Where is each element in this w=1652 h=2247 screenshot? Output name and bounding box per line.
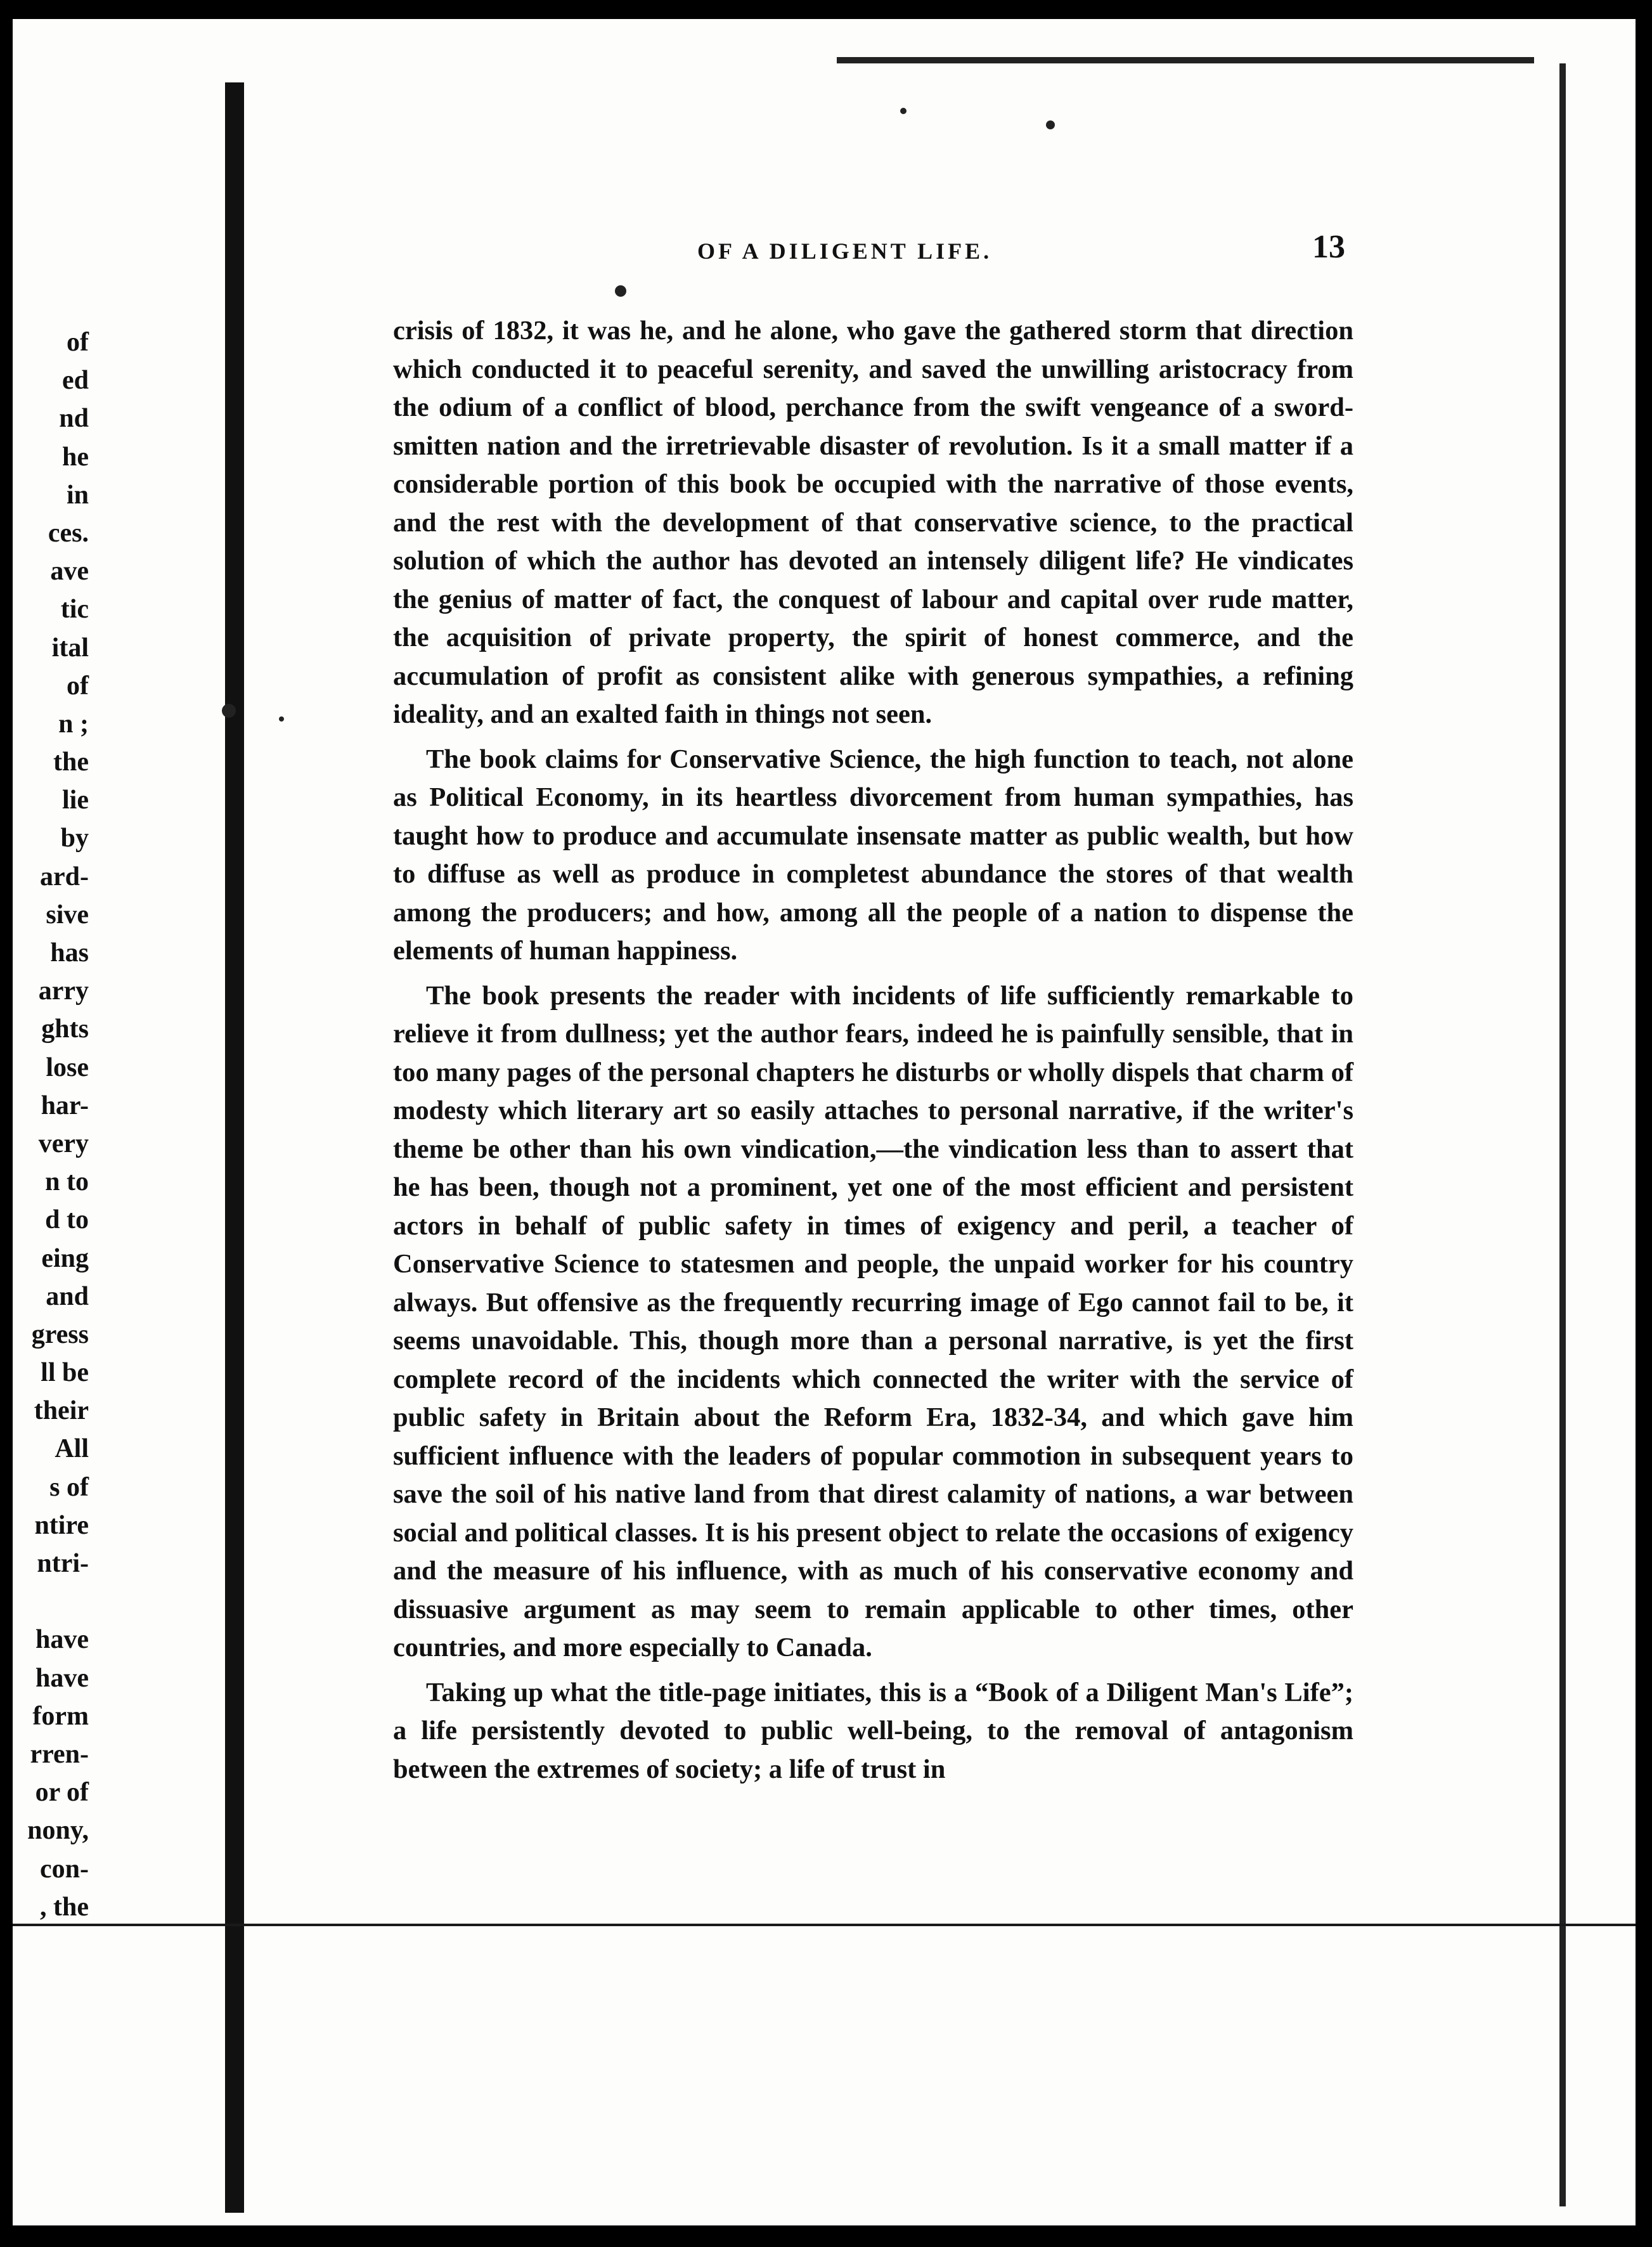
ink-speck <box>615 285 626 297</box>
microfilm-rule <box>13 1924 1636 1926</box>
facing-page-fragment: lie <box>62 786 89 815</box>
facing-page-fragments <box>13 323 89 1926</box>
facing-page-fragment: ed <box>62 366 89 396</box>
facing-page-fragment: have <box>35 1663 89 1693</box>
facing-page-fragment: sive <box>46 900 89 929</box>
facing-page-fragment: All <box>55 1434 89 1464</box>
binding-gutter <box>225 82 244 2213</box>
facing-page-fragment: very <box>38 1129 89 1158</box>
facing-page-fragment: gress <box>31 1319 89 1349</box>
facing-page-fragment: ntire <box>34 1510 89 1540</box>
facing-page-fragment: ll be <box>41 1358 89 1388</box>
facing-page-fragment: har- <box>41 1091 89 1120</box>
facing-page-fragment: rren- <box>30 1739 89 1769</box>
facing-page-fragment: ave <box>50 557 89 586</box>
facing-page-fragment: ghts <box>41 1014 89 1044</box>
ink-speck <box>222 704 236 718</box>
ink-speck <box>900 108 907 114</box>
facing-page-fragment: their <box>34 1396 89 1426</box>
paragraph: crisis of 1832, it was he, and he alone, who gave the gathered storm that direction which conducted it to peaceful serenity, and saved the unwilling aristocracy from the odium of a conflict of blood, perchance from the swift vengeance of a sword-smitten nation and the irretrievable disaster of revolution. Is it a small matter if a considerable portion of this book be occupied with the narrative of those events, and the rest with the development of that conservative science, to the practical solution of which the author has devoted an intensely diligent life? He vindicates the genius of matter of fact, the conquest of labour and capital over rude matter, the acquisition of private property, the spirit of honest commerce, and the accumulation of profit as consistent alike with generous sympathies, a refining ideality, and an exalted faith in things not seen. <box>393 316 1353 729</box>
running-head: OF A DILIGENT LIFE. <box>697 238 993 264</box>
facing-page-fragment: ard- <box>40 862 89 891</box>
facing-page-fragment: n to <box>45 1167 89 1197</box>
facing-page-fragment: ntri- <box>37 1549 89 1578</box>
facing-page-fragment: or of <box>35 1778 89 1808</box>
facing-page-fragment: ces. <box>48 518 89 548</box>
facing-page-fragment: have <box>35 1625 89 1655</box>
facing-page-fragment: nd <box>59 404 89 434</box>
facing-page-fragment: arry <box>38 976 89 1006</box>
facing-page-fragment <box>13 1583 89 1621</box>
paragraph: Taking up what the title-page initiates, this is a “Book of a Diligent Man's Life”; a life persistently devoted to public well-being, to the removal of antagonism between the extremes of society; a life of trust in <box>393 1677 1353 1784</box>
facing-page-fragment: n ; <box>58 709 89 739</box>
facing-page-fragment: by <box>60 824 89 853</box>
facing-page-fragment: ital <box>51 633 89 663</box>
ink-speck <box>279 716 284 722</box>
scanned-page <box>13 19 1636 2225</box>
facing-page-fragment: of <box>67 328 89 357</box>
paragraph: The book presents the reader with incidents of life sufficiently remarkable to relieve it from dullness; yet the author fears, indeed he is painfully sensible, that in too many pages of the personal chapters he disturbs or wholly dispels that charm of modesty which literary art so easily attaches to personal narrative, if the writer's theme be other than his own vindication,—the vindication less than to assert that he has been, though not a prominent, yet one of the most efficient and persistent actors in behalf of public safety in times of exigency and peril, a teacher of Conservative Science to statesmen and people, the unpaid worker for his country always. But offensive as the frequently recurring image of Ego cannot fail to be, it seems unavoidable. This, though more than a personal narrative, is yet the first complete record of the incidents which connected the writer with the service of public safety in Britain about the Reform Era, 1832-34, and which gave him sufficient influence with the leaders of popular commotion in subsequent years to save the soil of his native land from that direst calamity of nations, a war between social and political classes. It is his present object to relate the occasions of exigency and the measure of his influence, with as much of his conservative economy and dissuasive argument as may seem to remain applicable to other times, other countries, and more especially to Canada. <box>393 980 1353 1662</box>
facing-page-fragment: con- <box>40 1854 89 1884</box>
facing-page-fragment: he <box>62 442 89 472</box>
body-text <box>393 312 1353 1789</box>
facing-page-fragment: form <box>32 1701 89 1731</box>
page-edge-top <box>837 57 1534 63</box>
facing-page-fragment: nony, <box>27 1816 89 1846</box>
facing-page-fragment: lose <box>46 1052 89 1082</box>
facing-page-fragment: in <box>66 480 89 510</box>
ink-speck <box>1046 120 1055 129</box>
paragraph: The book claims for Conservative Science, the high function to teach, not alone as Political Economy, in its heartless divorcement from human sympathies, has taught how to produce and accumulate insensate matter as public wealth, but how to diffuse as well as produce in completest abundance the stores of that wealth among the producers; and how, among all the people of a nation to dispense the elements of human happiness. <box>393 744 1353 966</box>
facing-page-fragment: , the <box>40 1892 89 1922</box>
page-edge-right <box>1559 63 1566 2206</box>
facing-page-fragment: has <box>50 938 89 968</box>
facing-page-fragment: tic <box>60 595 89 625</box>
facing-page-fragment: eing <box>41 1243 89 1273</box>
facing-page-fragment: and <box>46 1281 89 1311</box>
page-number: 13 <box>1312 229 1345 265</box>
facing-page-fragment: of <box>67 671 89 701</box>
facing-page-fragment: the <box>53 748 89 777</box>
facing-page-fragment: d to <box>45 1205 89 1235</box>
facing-page-fragment: s of <box>49 1472 89 1502</box>
